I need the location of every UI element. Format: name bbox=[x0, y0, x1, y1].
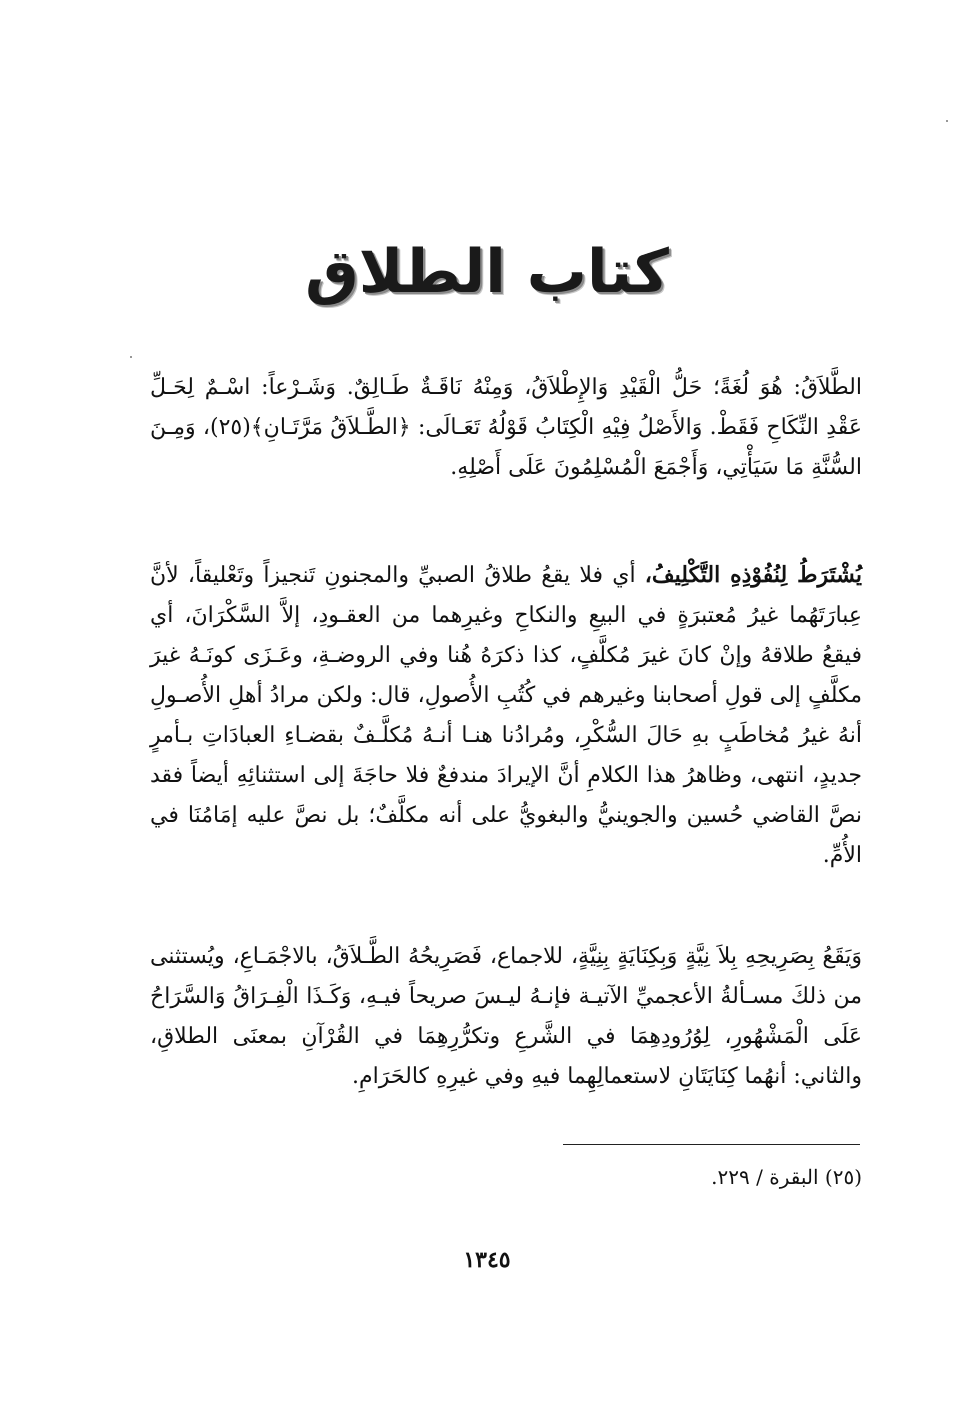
paragraph-conditions-body: أي فلا يقعُ طلاقُ الصبيِّ والمجنونِ تَنجيزاً وتَعْليقاً، لأنَّ عِبارَتَهُما غيرُ مُعتبرَةٍ في البيعِ والنكاحِ وغيرِهما من العقـودِ، إلاَّ السَّكْرَانَ، أي فيقعُ طلاقهُ وإنْ كانَ غيرَ مُكلَّفٍ، كذا ذكرَهُ هُنا وفي الروضـةِ، وعَـزَى كونَـهُ غيرَ مكلَّفٍ إلى قولِ أصحابنا وغيرهم في كُتُبِ الأُصولِ، قال: ولكن مرادُ أهلِ الأُصـولِ أنهُ غيرُ مُخاطَبٍ بهِ حَالَ السُّكْرِ، ومُرادُنا هنـا أنـهُ مُكلَّـفٌ بقضـاءِ العبادَاتِ بـأمرٍ جديدٍ، انتهى، وظاهرُ هذا الكلامِ أنَّ الإيرادَ مندفعٌ فلا حاجَةَ إلى استثنائِهِ أيضاً فقد نصَّ القاضي حُسين والجوينيُّ والبغويُّ على أنه مكلَّفٌ؛ بل نصَّ عليه إمَامُنَا في الأُمِّ. bbox=[150, 563, 862, 868]
paragraph-conditions-lead: يُشْتَرَطُ لِنُفُوْذِهِ التَّكْلِيفُ، bbox=[644, 562, 863, 588]
paragraph-conditions bbox=[150, 555, 862, 876]
chapter-title: كتاب الطلاق bbox=[305, 237, 669, 307]
paragraph-definition: الطَّلاَقُ: هُوَ لُغَةً؛ حَلُّ الْقَيْدِ وَالإِطْلاَقُ، وَمِنْهُ نَاقَـةٌ طَـالِقٌ. وَشَـرْعاً: اسْـمٌ لِحَـلِّ عَقْدِ النِّكَاحِ فَقَطْ. وَالأَصْلُ فِيْهِ الْكِتَابُ قَوْلُهُ تَعَـالَى: ﴿الطَّـلاَقُ مَرَّتَـانِ﴾(٢٥)، وَمِـنَ السُّنَّةِ مَا سَيَأْتِي، وَأَجْمَعَ الْمُسْلِمُونَ عَلَى أَصْلِهِ. bbox=[150, 375, 862, 480]
paragraph-explicit-forms: وَيَقَعُ بِصَرِيحِهِ بِلاَ نِيَّةٍ وَبِكِنَايَةٍ بِنِيَّةٍ، للاجماع، فَصَرِيحُهُ الطَّـلاَقُ، بالاجْمَـاعِ، ويُستثنى من ذلكَ مسـألةُ الأعجميِّ الآتيـة فإنـهُ ليـسَ صريحاً فيـهِ، وَكَـذَا الْفِـرَاقُ وَالسَّرَاحُ عَلَى الْمَشْهُورِ، لِوُرُودِهِمَا في الشَّرعِ وتكرُّرِهِمَا في القُرْآنِ بمعنَى الطلاقِ، والثاني: أنهُما كِنَايَتَانِ لاستعمالِهِما فيهِ وفي غيرِهِ كالحَرَامِ. bbox=[150, 944, 862, 1089]
scan-speck bbox=[130, 356, 132, 358]
footnote-separator bbox=[563, 1144, 860, 1145]
footnote: (٢٥) البقرة / ٢٢٩. bbox=[711, 1165, 862, 1189]
page-number: ١٣٤٥ bbox=[463, 1247, 511, 1273]
scan-speck bbox=[946, 120, 948, 122]
